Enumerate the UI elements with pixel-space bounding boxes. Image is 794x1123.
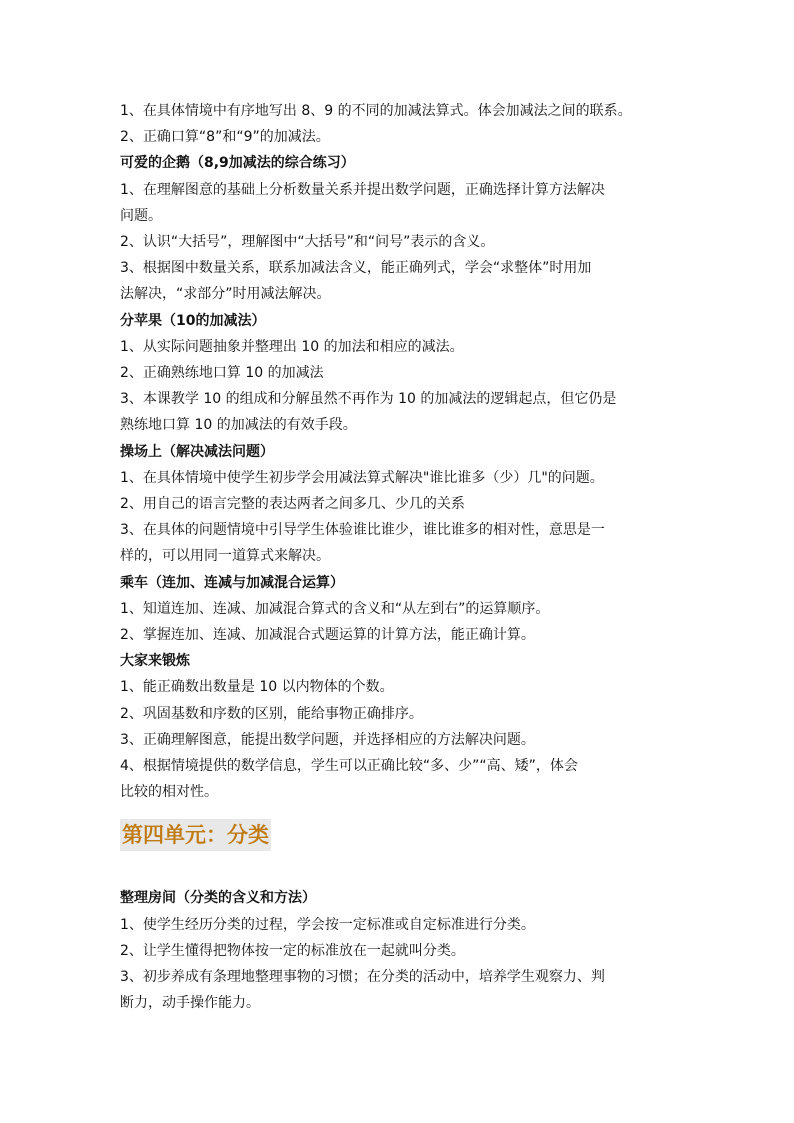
- unit-heading-wrap: [120, 805, 680, 885]
- objective-line: 1、从实际问题抽象并整理出 10 的加法和相应的减法。: [120, 338, 464, 355]
- lesson-objective: [120, 491, 680, 517]
- objective-line: 2、认识“大括号”，理解图中“大括号”和“问号”表示的含义。: [120, 234, 495, 251]
- objective-line: 问题。: [120, 207, 162, 224]
- lesson-title: 整理房间（分类的含义和方法）: [120, 890, 316, 907]
- lesson-title: 大家来锻炼: [120, 653, 190, 670]
- objective-line: 2、用自己的语言完整的表达两者之间多几、少几的关系: [120, 496, 465, 513]
- lesson-objective: [120, 517, 680, 569]
- objective-line: 2、正确熟练地口算 10 的加减法: [120, 365, 324, 382]
- lesson-objective: [120, 622, 680, 648]
- lesson-objective: [120, 727, 680, 753]
- objective-line: 4、根据情境提供的数学信息，学生可以正确比较“多、少”“高、矮”，体会: [120, 758, 578, 775]
- lesson-section: [120, 648, 680, 805]
- lesson-section: [120, 439, 680, 570]
- lesson-objective: [120, 753, 680, 805]
- lesson-objective: [120, 701, 680, 727]
- unit-heading: 第四单元：分类: [120, 819, 271, 851]
- objective-line: 1、能正确数出数量是 10 以内物体的个数。: [120, 679, 394, 696]
- lesson-objective: [120, 596, 680, 622]
- objective-line: 3、根据图中数量关系，联系加减法含义，能正确列式，学会“求整体”时用加: [120, 260, 592, 277]
- lesson-title: 分苹果（10的加减法）: [120, 312, 266, 329]
- lesson-objective: [120, 334, 680, 360]
- lesson-objective: [120, 938, 680, 964]
- objective-line: 1、使学生经历分类的过程，学会按一定标准或自定标准进行分类。: [120, 916, 535, 933]
- lesson-title: 操场上（解决减法问题）: [120, 443, 274, 460]
- objective-line: 3、正确理解图意，能提出数学问题，并选择相应的方法解决问题。: [120, 731, 535, 748]
- intro-block: [120, 98, 680, 150]
- lesson-objective: [120, 964, 680, 1016]
- unit-lesson-sections: [120, 885, 680, 1016]
- objective-line: 熟练地口算 10 的加减法的有效手段。: [120, 417, 357, 434]
- intro-line: 1、在具体情境中有序地写出 8、9 的不同的加减法算式。体会加减法之间的联系。: [120, 103, 632, 119]
- lesson-objective: [120, 229, 680, 255]
- objective-line: 法解决，“求部分”时用减法解决。: [120, 286, 331, 303]
- objective-line: 1、在理解图意的基础上分析数量关系并提出数学问题，正确选择计算方法解决: [120, 181, 605, 198]
- lesson-objective: [120, 674, 680, 700]
- objective-line: 断力，动手操作能力。: [120, 995, 260, 1012]
- objective-line: 1、知道连加、连减、加减混合算式的含义和“从左到右”的运算顺序。: [120, 600, 550, 617]
- lesson-objective: [120, 360, 680, 386]
- lesson-objective: [120, 255, 680, 307]
- objective-line: 2、让学生懂得把物体按一定的标准放在一起就叫分类。: [120, 942, 465, 959]
- intro-line: 2、正确口算“8”和“9”的加减法。: [120, 129, 330, 146]
- lesson-section: [120, 150, 680, 307]
- lesson-section: [120, 308, 680, 439]
- lesson-section: [120, 885, 680, 1016]
- objective-line: 比较的相对性。: [120, 784, 218, 801]
- objective-line: 3、本课教学 10 的组成和分解虽然不再作为 10 的加减法的逻辑起点，但它仍是: [120, 391, 617, 408]
- lesson-objective: [120, 465, 680, 491]
- objective-line: 2、掌握连加、连减、加减混合式题运算的计算方法，能正确计算。: [120, 627, 535, 644]
- objective-line: 2、巩固基数和序数的区别，能给事物正确排序。: [120, 705, 423, 722]
- objective-line: 1、在具体情境中使学生初步学会用减法算式解决"谁比谁多（少）几"的问题。: [120, 469, 604, 486]
- document-page: [120, 98, 680, 1017]
- lesson-objective: [120, 177, 680, 229]
- lesson-objective: [120, 386, 680, 438]
- lesson-objective: [120, 912, 680, 938]
- objective-line: 样的，可以用同一道算式来解决。: [120, 548, 330, 565]
- lesson-title: 乘车（连加、连减与加减混合运算）: [120, 574, 344, 591]
- objective-line: 3、初步养成有条理地整理事物的习惯；在分类的活动中，培养学生观察力、判: [120, 969, 605, 986]
- lesson-title: 可爱的企鹅（8,9加减法的综合练习）: [120, 155, 355, 172]
- lesson-section: [120, 570, 680, 649]
- objective-line: 3、在具体的问题情境中引导学生体验谁比谁少，谁比谁多的相对性，意思是一: [120, 522, 605, 539]
- lesson-sections: [120, 150, 680, 805]
